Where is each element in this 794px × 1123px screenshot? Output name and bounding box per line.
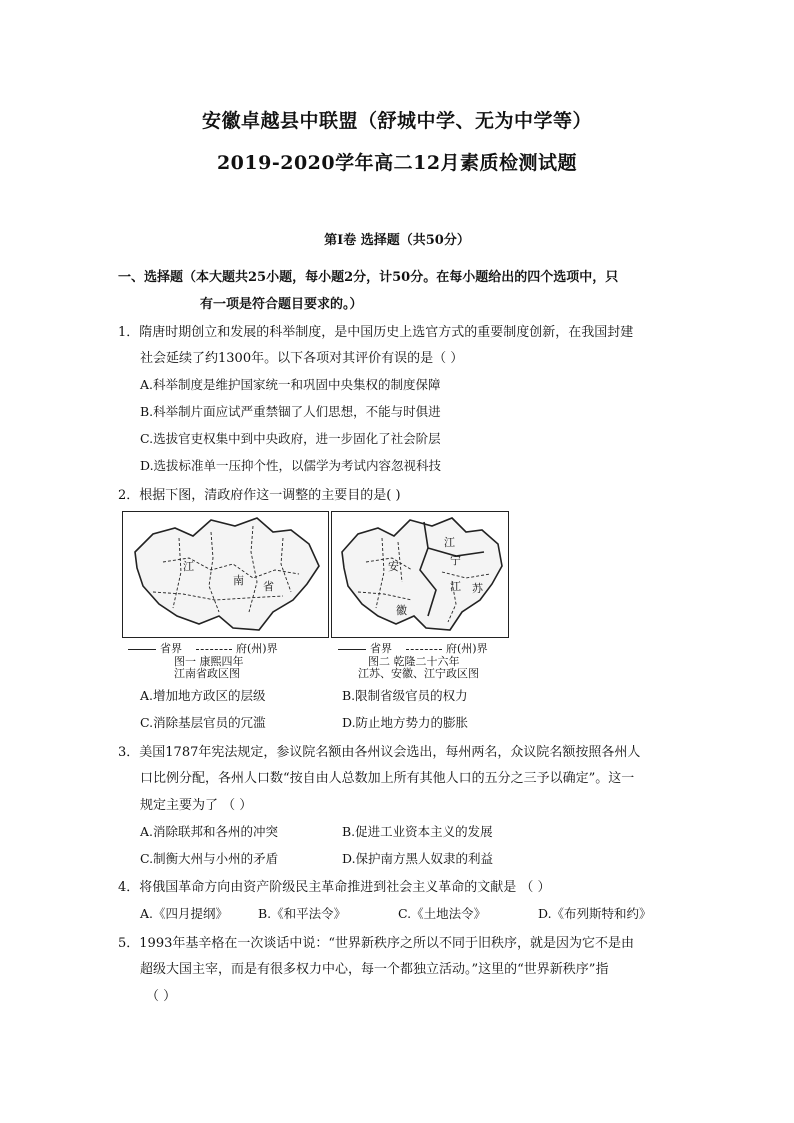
province-boundary-legend-icon — [338, 649, 366, 650]
q3-option-d: D.保护南方黑人奴隶的利益 — [342, 851, 494, 866]
q3-option-a: A.消除联邦和各州的冲突 — [140, 824, 279, 839]
q4-option-d: D.《布列斯特和约》 — [538, 906, 652, 921]
q4-option-a: A.《四月提纲》 — [140, 906, 229, 921]
map1-legend-prefecture: 府(州)界 — [236, 642, 278, 655]
q5-stem-line1: 5．1993年基辛格在一次谈话中说：“世界新秩序之所以不同于旧秩序，就是因为它不是由 — [118, 936, 635, 951]
map-kangxi-shape — [123, 512, 328, 637]
map1-label-jiang: 江 — [183, 560, 194, 573]
q3-stem-line2: 口比例分配，各州人口数“按自由人总数加上所有其他人口的五分之三予以确定”。这一 — [140, 771, 635, 786]
q1-stem-line1: 1．隋唐时期创立和发展的科举制度，是中国历史上选官方式的重要制度创新，在我国封建 — [118, 325, 634, 340]
q1-option-b: B.科举制片面应试严重禁锢了人们思想，不能与时俱进 — [140, 404, 441, 419]
q1-option-c: C.选拔官吏权集中到中央政府，进一步固化了社会阶层 — [140, 431, 441, 446]
q5-stem-line3: （ ） — [146, 989, 177, 1004]
section-heading: 第Ⅰ卷 选择题（共50分） — [324, 233, 470, 248]
map-kangxi-jiangnan — [122, 511, 329, 638]
q2-option-a: A.增加地方政区的层级 — [140, 688, 266, 703]
map2-legend-prefecture: 府(州)界 — [446, 642, 488, 655]
prefecture-boundary-legend-icon — [196, 649, 232, 650]
map1-label-nan: 南 — [233, 574, 244, 587]
map2-legend-province: 省界 — [370, 642, 392, 655]
map1-label-sheng: 省 — [263, 580, 274, 593]
map-qianlong-jiangsu-anhui — [331, 511, 509, 638]
q1-option-a: A.科举制度是维护国家统一和巩固中央集权的制度保障 — [140, 377, 441, 392]
q1-stem-line2: 社会延续了约1300年。以下各项对其评价有误的是（ ） — [140, 351, 464, 366]
map2-label-jiang2: 江 — [450, 580, 461, 593]
prefecture-boundary-legend-icon — [406, 649, 442, 650]
map1-caption2: 江南省政区图 — [174, 667, 240, 680]
map1-caption1: 图一 康熙四年 — [174, 655, 244, 668]
q2-stem-line1: 2．根据下图，清政府作这一调整的主要目的是( ) — [118, 488, 401, 503]
map2-caption2: 江苏、安徽、江宁政区图 — [358, 667, 479, 680]
map2-label-jiang1: 江 — [444, 536, 455, 549]
map2-label-su: 苏 — [472, 582, 483, 595]
map1-legend-province: 省界 — [160, 642, 182, 655]
document-title-line1: 安徽卓越县中联盟（舒城中学、无为中学等） — [201, 110, 592, 132]
q3-stem-line1: 3．美国1787年宪法规定，参议院名额由各州议会选出，每州两名，众议院名额按照各州人 — [118, 745, 641, 760]
province-boundary-legend-icon — [128, 649, 156, 650]
map2-label-an: 安 — [388, 560, 399, 573]
q3-option-c: C.制衡大州与小州的矛盾 — [140, 851, 279, 866]
q3-stem-line3: 规定主要为了 （ ） — [140, 798, 253, 813]
instructions-line2: 有一项是符合题目要求的。） — [200, 297, 363, 312]
q4-stem-line1: 4．将俄国革命方向由资产阶级民主革命推进到社会主义革命的文献是 （ ） — [118, 880, 551, 895]
map-qianlong-shape — [332, 512, 508, 637]
map2-label-ning: 宁 — [450, 554, 461, 567]
q2-option-c: C.消除基层官员的冗滥 — [140, 715, 266, 730]
q1-option-d: D.选拔标准单一压抑个性，以儒学为考试内容忽视科技 — [140, 458, 442, 473]
map2-label-hui: 徽 — [396, 604, 407, 617]
q2-option-b: B.限制省级官员的权力 — [342, 688, 468, 703]
document-title-line2: 2019-2020学年高二12月素质检测试题 — [216, 152, 578, 174]
q2-option-d: D.防止地方势力的膨胀 — [342, 715, 469, 730]
q5-stem-line2: 超级大国主宰，而是有很多权力中心，每一个都独立活动。”这里的“世界新秩序”指 — [140, 962, 609, 977]
instructions-line1: 一、选择题（本大题共25小题，每小题2分，计50分。在每小题给出的四个选项中，只 — [118, 270, 619, 285]
map2-caption1: 图二 乾隆二十六年 — [368, 655, 460, 668]
q4-option-b: B.《和平法令》 — [258, 906, 347, 921]
q3-option-b: B.促进工业资本主义的发展 — [342, 824, 493, 839]
q4-option-c: C.《土地法令》 — [398, 906, 487, 921]
